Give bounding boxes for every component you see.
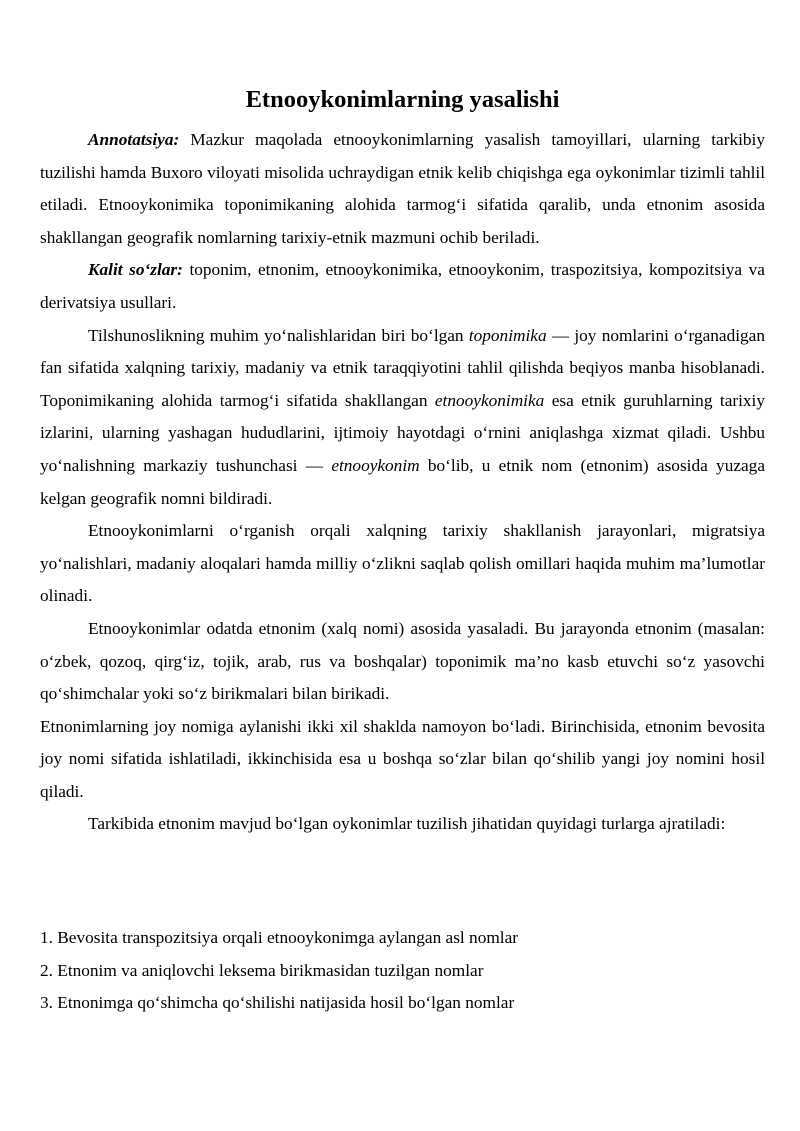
term-etnooykonim: etnooykonim bbox=[331, 455, 420, 475]
term-toponimika: toponimika bbox=[468, 325, 547, 345]
classification-paragraph: Tarkibida etnonim mavjud bo‘lgan oykonimlar tuzilish jihatidan quyidagi turlarga ajratiladi: bbox=[88, 814, 726, 834]
classification-list bbox=[40, 922, 765, 1020]
document-title: Etnooykonimlarning yasalishi bbox=[245, 86, 560, 113]
annotation-text: Mazkur maqolada etnooykonimlarning yasalish tamoyillari, ularning tarkibiy tuzilishi hamda Buxoro viloyati misolida uchraydigan etnik kelib chiqishga ega oykonimlar tizimli tahlil etiladi. Etnooykonimika toponimikaning alohida tarmog‘i sifatida qaralib, unda etnonim asosida shakllangan geografik nomlarning tarixiy-etnik mazmuni ochib beriladi. bbox=[40, 130, 765, 247]
intro-text-part4: bo‘lib, u etnik nom (etnonim) asosida yuzaga kelgan geografik nomni bildiradi. bbox=[40, 455, 765, 508]
intro-text-part1: Tilshunoslikning muhim yo‘nalishlaridan biri bo‘lgan bbox=[88, 325, 469, 345]
formation-paragraph: Etnooykonimlar odatda etnonim (xalq nomi) asosida yasaladi. Bu jarayonda etnonim (masalan: o‘zbek, qozoq, qirg‘iz, tojik, arab, rus va boshqalar) toponimik ma’no kasb etuvchi so‘z yasovchi qo‘shimchalar yoki so‘z birikmalari bilan birikadi. bbox=[40, 618, 765, 704]
annotation-label: Annotatsiya: bbox=[88, 130, 180, 149]
annotation-paragraph bbox=[40, 124, 765, 254]
intro-text-part3: esa etnik guruhlarning tarixiy izlarini, ularning yashagan hududlarini, ijtimoiy hayotdagi o‘rnini aniqlashga xizmat qiladi. Ushbu yo‘nalishning markaziy tushunchasi — bbox=[40, 390, 766, 475]
keywords-text: toponim, etnonim, etnooykonimika, etnooykonim, traspozitsiya, kompozitsiya va derivatsiya usullari. bbox=[40, 260, 765, 312]
list-item: 1. Bevosita transpozitsiya orqali etnooykonimga aylangan asl nomlar bbox=[40, 928, 519, 947]
term-etnooykonimika: etnooykonimika bbox=[434, 390, 545, 410]
keywords-label: Kalit so‘zlar: bbox=[88, 260, 183, 280]
list-item: 3. Etnonimga qo‘shimcha qo‘shilishi natijasida hosil bo‘lgan nomlar bbox=[40, 993, 515, 1013]
study-paragraph: Etnooykonimlarni o‘rganish orqali xalqning tarixiy shakllanish jarayonlari, migratsiya yo‘nalishlari, madaniy aloqalari hamda milliy o‘zlikni saqlab qolish omillari haqida muhim ma’lumotlar olinadi. bbox=[40, 521, 765, 606]
intro-text-part2: — joy nomlarini o‘rganadigan fan sifatida xalqning tarixiy, madaniy va etnik taraqqiyotini tahlil qilishda beqiyos manba hisoblanadi. Toponimikaning alohida tarmog‘i sifatida shakllangan bbox=[40, 325, 765, 410]
transformation-paragraph: Etnonimlarning joy nomiga aylanishi ikki xil shaklda namoyon bo‘ladi. Birinchisida, etnonim bevosita joy nomi sifatida ishlatiladi, ikkinchisida esa u boshqa so‘zlar bilan qo‘shilib yangi joy nomini hosil qiladi. bbox=[40, 716, 765, 801]
list-item: 2. Etnonim va aniqlovchi leksema birikmasidan tuzilgan nomlar bbox=[40, 960, 484, 980]
keywords-paragraph bbox=[40, 254, 765, 319]
intro-paragraph bbox=[40, 320, 765, 516]
document-body bbox=[40, 124, 765, 841]
